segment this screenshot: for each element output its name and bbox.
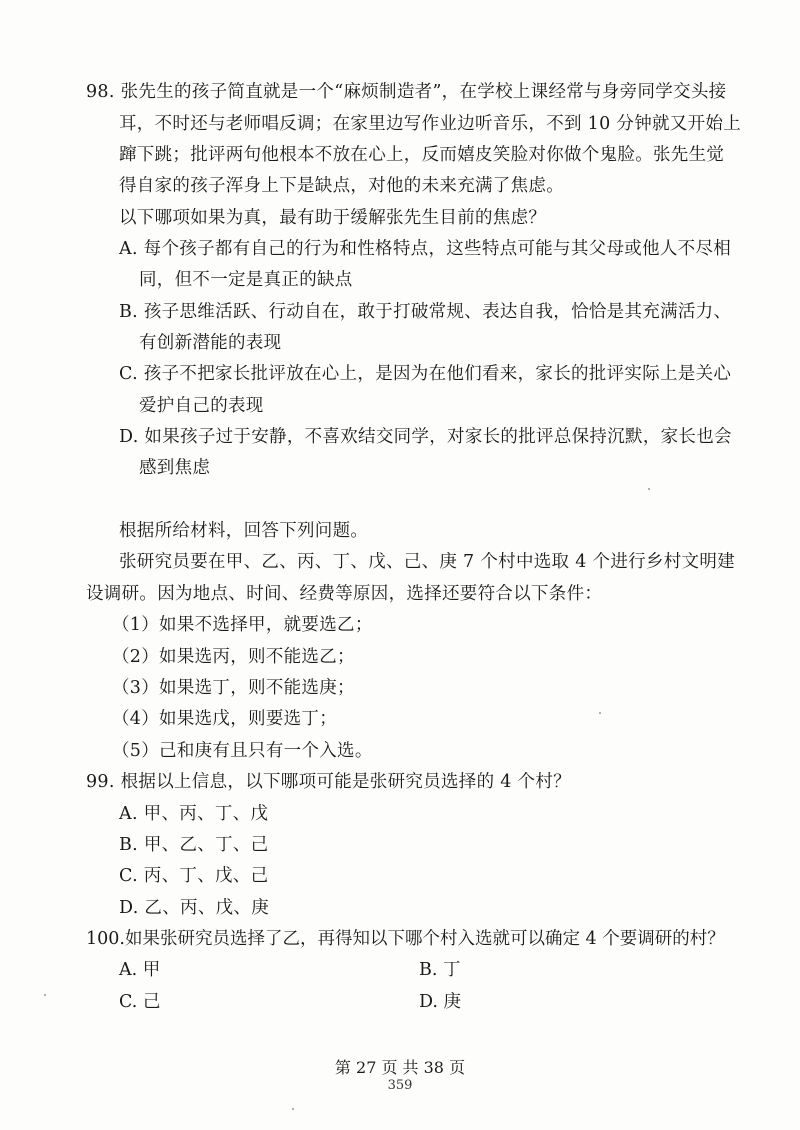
q98-option-a: A. 每个孩子都有自己的行为和性格特点，这些特点可能与其父母或他人不尽相 [119, 239, 732, 259]
q98-stem-line: 得自家的孩子浑身上下是缺点，对他的未来充满了焦虑。 [119, 176, 564, 196]
scan-speck [44, 994, 46, 996]
page-label: 第 27 页 共 38 页 [334, 1058, 466, 1077]
q100-option-d: D. 庚 [419, 992, 462, 1012]
q99-stem: 99. 根据以上信息，以下哪项可能是张研究员选择的 4 个村？ [86, 772, 571, 792]
q98-stem-line: 耳，不时还与老师唱反调；在家里边写作业边听音乐，不到 10 分钟就又开始上 [119, 114, 741, 134]
scan-speck [292, 1108, 294, 1110]
material-text-line: 张研究员要在甲、乙、丙、丁、戊、己、庚 7 个村中选取 4 个进行乡村文明建 [119, 552, 735, 572]
condition-4: （4）如果选戊，则要选丁； [112, 709, 338, 729]
q98-option-d: D. 如果孩子过于安静，不喜欢结交同学，对家长的批评总保持沉默，家长也会 [119, 427, 732, 447]
q98-stem-line: 98. 张先生的孩子简直就是一个“麻烦制造者”，在学校上课经常与身旁同学交头接 [86, 82, 727, 102]
condition-5: （5）己和庚有且只有一个入选。 [112, 741, 373, 761]
q98-option-c: C. 孩子不把家长批评放在心上，是因为在他们看来，家长的批评实际上是关心 [119, 364, 732, 384]
scan-speck [599, 712, 601, 714]
q99-option-a: A. 甲、丙、丁、戊 [119, 804, 269, 824]
q98-option-b-cont: 有创新潜能的表现 [139, 333, 282, 353]
q100-option-b: B. 丁 [419, 960, 461, 980]
q98-stem-line: 蹿下跳；批评两句他根本不放在心上，反而嬉皮笑脸对你做个鬼脸。张先生觉 [119, 145, 725, 165]
q98-option-c-cont: 爱护自己的表现 [139, 396, 264, 416]
q99-option-c: C. 丙、丁、戊、己 [119, 866, 269, 886]
q99-option-d: D. 乙、丙、戊、庚 [119, 898, 270, 918]
q98-option-a-cont: 同，但不一定是真正的缺点 [139, 270, 353, 290]
condition-1: （1）如果不选择甲，就要选乙； [112, 615, 373, 635]
material-text-line: 设调研。因为地点、时间、经费等原因，选择还要符合以下条件： [86, 584, 603, 604]
q98-prompt: 以下哪项如果为真，最有助于缓解张先生目前的焦虑？ [119, 208, 547, 228]
q100-option-a: A. 甲 [119, 960, 161, 980]
material-intro: 根据所给材料，回答下列问题。 [119, 521, 369, 541]
q100-option-c: C. 己 [119, 992, 161, 1012]
q98-option-b: B. 孩子思维活跃、行动自在，敢于打破常规、表达自我，恰恰是其充满活力、 [119, 302, 732, 322]
page-number: 359 [387, 1078, 413, 1093]
condition-3: （3）如果选丁，则不能选庚； [112, 678, 355, 698]
q100-stem: 100.如果张研究员选择了乙，再得知以下哪个村入选就可以确定 4 个要调研的村？ [86, 929, 725, 949]
q99-option-b: B. 甲、乙、丁、己 [119, 835, 269, 855]
q98-option-d-cont: 感到焦虑 [139, 458, 211, 478]
condition-2: （2）如果选丙，则不能选乙； [112, 647, 355, 667]
scan-speck [648, 488, 650, 490]
